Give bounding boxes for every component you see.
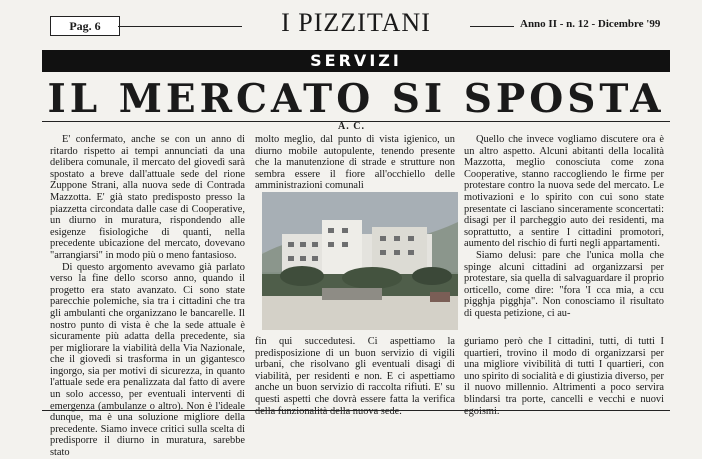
- article-column-2-bottom: [255, 336, 455, 417]
- paragraph: Quello che invece vogliamo discutere ora è un altro aspetto. Alcuni abitanti della località Mazzotta, meglio conosciuta come zona Cooperative, stanno raccogliendo le firme per protestare contro la nuova sede del mercato. Le motivazioni e lo spirito con cui sono state presentate ci lasciano sinceramente sconcertati: disagi per il parcheggio auto dei residenti, ma soprattutto, a sentire I cittadini promotori, aumento del rischio di furti negli appartamenti.: [464, 134, 664, 250]
- paragraph: molto meglio, dal punto di vista igienico, un diurno mobile autopulente, tenendo presente che la manutenzione di strade e strutture non sembra essere il fiore all'occhiello delle amministrazioni comunali: [255, 134, 455, 192]
- article-headline: IL MERCATO SI SPOSTA: [47, 76, 665, 122]
- article-column-3-bottom: [464, 336, 664, 417]
- page-number: Pag. 6: [50, 16, 120, 36]
- article-column-2-top: [255, 134, 455, 192]
- paragraph: fin qui succedutesi. Ci aspettiamo la predisposizione di un buon servizio di vigili urbani, che risolvano gli eventuali disagi di viabilità, per residenti e non. E ci aspettiamo anche un buon servizio di raccolta rifiuti. E' su questi aspetti che dovrà essere fatta la verifica della funzionalità della nuova sede.: [255, 336, 455, 417]
- article-column-3: [464, 134, 664, 320]
- masthead-rule-right: [470, 26, 514, 27]
- article-photo: [262, 192, 458, 330]
- paragraph: guriamo però che I cittadini, tutti, di tutti I quartieri, trovino il modo di organizzarsi per una migliore vivibilità di tutti I quartieri, con uno spirito di socialità e di giustizia diverso, per il nuovo millennio. Altrimenti a poco servira blindarsi tra porte, cancelli e vecchi e nuovi egoismi.: [464, 336, 664, 417]
- paragraph: Di questo argomento avevamo già parlato verso la fine dello scorso anno, quando il progetto era stato avanzato. Ci sono state parecchie polemiche, sia tra i cittadini che tra gli ambulanti che organizzano le bancarelle. Il nostro punto di vista è che la sede attuale è sicuramente più adatta della precedente, sia per migliorare la viabilità della Via Nazionale, che il giovedì si trasforma in un gigantesco ingorgo, sia per motivi di sicurezza, in quanto l'attuale sede era penalizzata dal fatto di avere un solo accesso, per eventuali interventi di emergenza (ambulanze o altro). Non è l'ideale dunque, ma è una soluzione migliore della precedente. Siamo invece critici sulla scelta di predisporre il diurno in muratura, sarebbe stato: [50, 261, 245, 459]
- masthead-rule-left: [118, 26, 242, 27]
- paragraph: Siamo delusi: pare che l'unica molla che spinge alcuni cittadini ad organizzarsi per protestare, sia quella di salvaguardare il proprio orticello, come dire: "fora 'I cca mia, a ccu pigghja pigghja". Non conosciamo il risultato di questa petizione, ci au-: [464, 249, 664, 319]
- issue-info: Anno II - n. 12 - Dicembre '99: [520, 18, 661, 30]
- newspaper-title: I PIZZITANI: [281, 8, 431, 37]
- building-photo-illustration: [262, 192, 458, 330]
- masthead: [0, 8, 702, 38]
- page-bottom-rule: [42, 410, 670, 411]
- section-banner: SERVIZI: [42, 50, 670, 72]
- paragraph: E' confermato, anche se con un anno di ritardo rispetto ai tempi annunciati da una delibera comunale, il mercato del giovedì sarà spostato a breve dall'attuale sede del rione Zuppone Strani, alla nuova sede di Contrada Mazzotta. E' già stato predisposto presso la piazzetta circondata dalle case di Cooperative, un diurno in muratura, rispondendo alle esigenze fisiologiche di quanti, nella precedente ubicazione del mercato, dovevano "arrangiarsi" in modo più o meno fantasioso.: [50, 134, 245, 261]
- article-byline: A. C.: [338, 121, 365, 132]
